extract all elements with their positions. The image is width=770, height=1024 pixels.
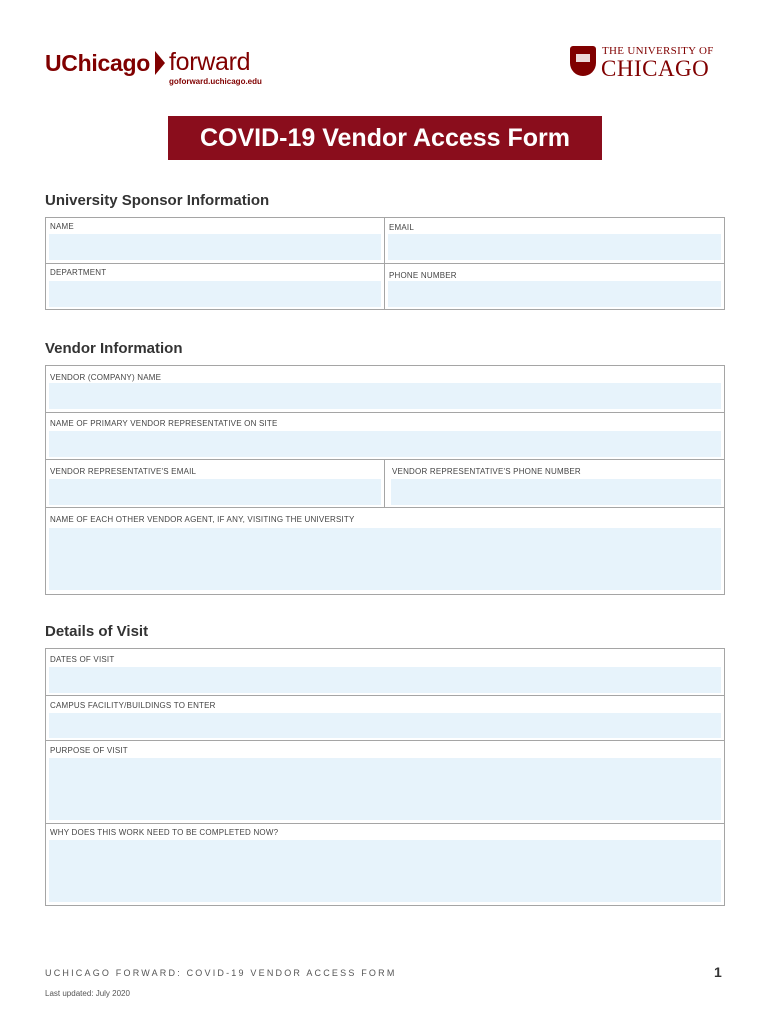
- arrow-icon: [155, 51, 165, 75]
- vendor-company-label: VENDOR (COMPANY) NAME: [50, 373, 162, 382]
- visit-details-box: [45, 648, 725, 906]
- primary-rep-field[interactable]: [49, 431, 721, 457]
- rep-email-cell: [46, 460, 384, 507]
- other-agents-cell: [46, 508, 724, 594]
- sponsor-department-cell: [46, 264, 384, 309]
- sponsor-email-cell: [385, 218, 724, 263]
- sponsor-phone-cell: [385, 264, 724, 309]
- why-now-label: WHY DOES THIS WORK NEED TO BE COMPLETED NOW?: [50, 828, 279, 837]
- purpose-label: PURPOSE OF VISIT: [50, 746, 128, 755]
- sponsor-info-box: [45, 217, 725, 310]
- vendor-section-heading: Vendor Information: [45, 340, 183, 357]
- sponsor-name-label: NAME: [50, 222, 74, 231]
- why-now-cell: [46, 824, 724, 905]
- logo-url: goforward.uchicago.edu: [169, 77, 262, 86]
- page-number: 1: [714, 964, 722, 980]
- vendor-company-field[interactable]: [49, 383, 721, 409]
- university-of-chicago-logo: [570, 44, 730, 84]
- primary-rep-cell: [46, 413, 724, 459]
- logo-uchicago-text: UChicago: [45, 50, 150, 76]
- page-title: COVID-19 Vendor Access Form: [168, 116, 602, 160]
- rep-email-field[interactable]: [49, 479, 381, 505]
- sponsor-name-field[interactable]: [49, 234, 381, 260]
- logo-forward-text: forward: [169, 48, 251, 76]
- rep-phone-label: VENDOR REPRESENTATIVE'S PHONE NUMBER: [392, 467, 581, 476]
- sponsor-name-cell: [46, 218, 384, 263]
- facility-field[interactable]: [49, 713, 721, 738]
- logo-chicago: CHICAGO: [601, 56, 710, 81]
- visit-section-heading: Details of Visit: [45, 623, 149, 640]
- sponsor-department-field[interactable]: [49, 281, 381, 307]
- uchicago-forward-logo: [45, 46, 275, 86]
- logo-university-of: THE UNIVERSITY OF: [602, 45, 714, 57]
- rep-email-label: VENDOR REPRESENTATIVE'S EMAIL: [50, 467, 197, 476]
- footer-form-title: UCHICAGO FORWARD: COVID-19 VENDOR ACCESS FORM: [45, 968, 397, 978]
- vendor-info-box: [45, 365, 725, 595]
- dates-cell: [46, 649, 724, 695]
- sponsor-email-field[interactable]: [388, 234, 721, 260]
- why-now-field[interactable]: [49, 840, 721, 902]
- dates-label: DATES OF VISIT: [50, 655, 115, 664]
- purpose-cell: [46, 741, 724, 823]
- sponsor-phone-field[interactable]: [388, 281, 721, 307]
- sponsor-department-label: DEPARTMENT: [50, 268, 107, 277]
- dates-field[interactable]: [49, 667, 721, 693]
- vendor-company-cell: [46, 366, 724, 412]
- sponsor-email-label: EMAIL: [389, 223, 415, 232]
- sponsor-section-heading: University Sponsor Information: [45, 192, 270, 209]
- other-agents-label: NAME OF EACH OTHER VENDOR AGENT, IF ANY, VISITING THE UNIVERSITY: [50, 515, 355, 524]
- rep-phone-cell: [385, 460, 724, 507]
- sponsor-phone-label: PHONE NUMBER: [389, 271, 457, 280]
- crest-icon: [570, 46, 596, 76]
- primary-rep-label: NAME OF PRIMARY VENDOR REPRESENTATIVE ON SITE: [50, 419, 278, 428]
- purpose-field[interactable]: [49, 758, 721, 820]
- footer-last-updated: Last updated: July 2020: [45, 989, 130, 998]
- facility-label: CAMPUS FACILITY/BUILDINGS TO ENTER: [50, 701, 216, 710]
- rep-phone-field[interactable]: [391, 479, 721, 505]
- other-agents-field[interactable]: [49, 528, 721, 590]
- facility-cell: [46, 696, 724, 740]
